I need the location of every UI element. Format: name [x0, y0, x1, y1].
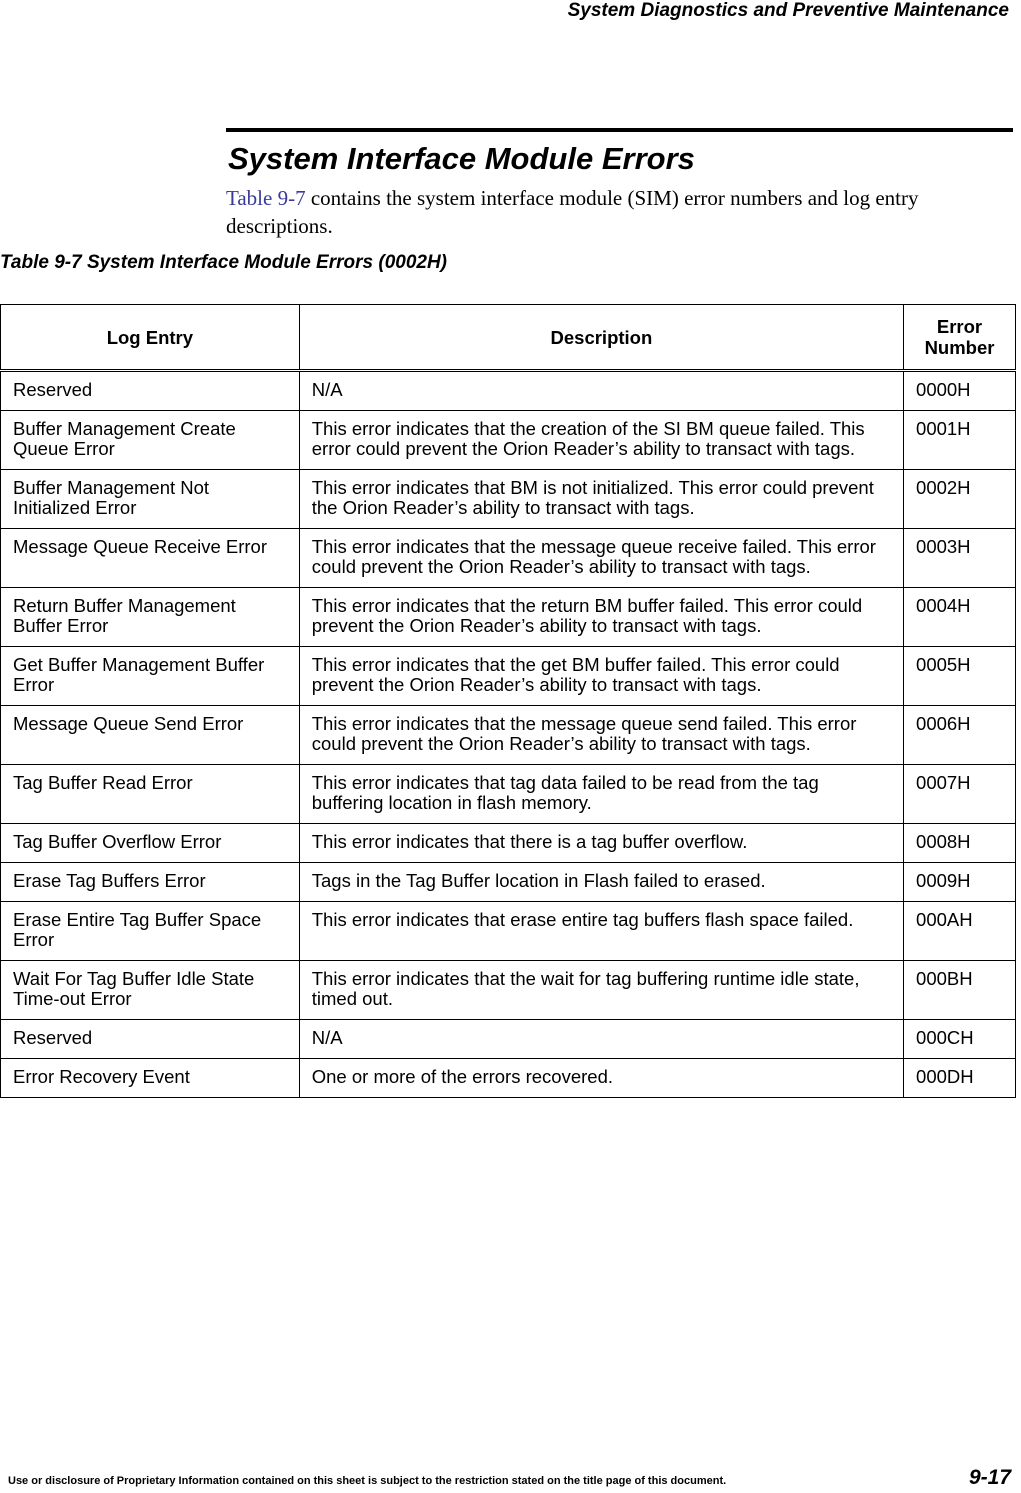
log-entry-cell: Reserved — [1, 1020, 300, 1059]
table-row — [1, 824, 1016, 863]
error-number-cell: 0002H — [904, 470, 1016, 529]
table-header-row — [1, 305, 1016, 371]
header-description: Description — [299, 305, 903, 371]
log-entry-cell: Message Queue Send Error — [1, 706, 300, 765]
section-title: System Interface Module Errors — [228, 141, 695, 176]
error-number-cell: 000AH — [904, 902, 1016, 961]
description-cell: This error indicates that there is a tag buffer overflow. — [299, 824, 903, 863]
description-cell: This error indicates that the wait for tag buffering runtime idle state, timed out. — [299, 961, 903, 1020]
error-number-cell: 0007H — [904, 765, 1016, 824]
log-entry-cell: Error Recovery Event — [1, 1059, 300, 1098]
table-row — [1, 647, 1016, 706]
table-row — [1, 961, 1016, 1020]
log-entry-cell: Buffer Management Create Queue Error — [1, 411, 300, 470]
description-cell: This error indicates that BM is not initialized. This error could prevent the Orion Reader’s ability to transact with tags. — [299, 470, 903, 529]
table-row — [1, 863, 1016, 902]
description-cell: N/A — [299, 371, 903, 411]
description-cell: This error indicates that erase entire tag buffers flash space failed. — [299, 902, 903, 961]
log-entry-cell: Tag Buffer Overflow Error — [1, 824, 300, 863]
description-cell: This error indicates that the get BM buffer failed. This error could prevent the Orion Reader’s ability to transact with tags. — [299, 647, 903, 706]
table-row — [1, 470, 1016, 529]
intro-paragraph — [226, 184, 1006, 240]
table-row — [1, 765, 1016, 824]
sim-errors-table — [0, 304, 1016, 1098]
log-entry-cell: Buffer Management Not Initialized Error — [1, 470, 300, 529]
description-cell: This error indicates that the message queue receive failed. This error could prevent the Orion Reader’s ability to transact with tags. — [299, 529, 903, 588]
description-cell: N/A — [299, 1020, 903, 1059]
error-number-cell: 000CH — [904, 1020, 1016, 1059]
section-rule — [226, 128, 1013, 132]
footer-notice: Use or disclosure of Proprietary Information contained on this sheet is subject to the restriction stated on the title page of this document. — [8, 1475, 727, 1487]
table-cross-reference-link[interactable]: Table 9-7 — [226, 186, 306, 210]
header-log-entry: Log Entry — [1, 305, 300, 371]
log-entry-cell: Message Queue Receive Error — [1, 529, 300, 588]
table-row — [1, 706, 1016, 765]
description-cell: This error indicates that the creation of the SI BM queue failed. This error could prevent the Orion Reader’s ability to transact with tags. — [299, 411, 903, 470]
description-cell: This error indicates that the return BM buffer failed. This error could prevent the Orion Reader’s ability to transact with tags. — [299, 588, 903, 647]
log-entry-cell: Return Buffer Management Buffer Error — [1, 588, 300, 647]
table-row — [1, 1020, 1016, 1059]
table-row — [1, 411, 1016, 470]
error-number-cell: 000DH — [904, 1059, 1016, 1098]
error-number-cell: 0004H — [904, 588, 1016, 647]
description-cell: Tags in the Tag Buffer location in Flash failed to erased. — [299, 863, 903, 902]
log-entry-cell: Wait For Tag Buffer Idle State Time-out Error — [1, 961, 300, 1020]
table-row — [1, 1059, 1016, 1098]
running-header: System Diagnostics and Preventive Maintenance — [567, 0, 1009, 21]
error-number-cell: 0005H — [904, 647, 1016, 706]
header-error-number-line1: Error — [936, 316, 983, 337]
log-entry-cell: Get Buffer Management Buffer Error — [1, 647, 300, 706]
table-row — [1, 902, 1016, 961]
error-number-cell: 000BH — [904, 961, 1016, 1020]
header-error-number-line2: Number — [924, 337, 995, 358]
description-cell: This error indicates that the message queue send failed. This error could prevent the Orion Reader’s ability to transact with tags. — [299, 706, 903, 765]
log-entry-cell: Tag Buffer Read Error — [1, 765, 300, 824]
log-entry-cell: Erase Entire Tag Buffer Space Error — [1, 902, 300, 961]
table-body — [1, 371, 1016, 1098]
table-row — [1, 371, 1016, 411]
error-number-cell: 0006H — [904, 706, 1016, 765]
table-row — [1, 588, 1016, 647]
log-entry-cell: Reserved — [1, 371, 300, 411]
table-caption: Table 9-7 System Interface Module Errors (0002H) — [0, 252, 448, 273]
error-number-cell: 0003H — [904, 529, 1016, 588]
error-number-cell: 0008H — [904, 824, 1016, 863]
header-error-number — [904, 305, 1016, 371]
intro-text: contains the system interface module (SIM) error numbers and log entry descriptions. — [226, 186, 919, 238]
error-number-cell: 0001H — [904, 411, 1016, 470]
page-number: 9-17 — [968, 1466, 1011, 1489]
error-number-cell: 0009H — [904, 863, 1016, 902]
table-row — [1, 529, 1016, 588]
error-number-cell: 0000H — [904, 371, 1016, 411]
description-cell: This error indicates that tag data failed to be read from the tag buffering location in flash memory. — [299, 765, 903, 824]
log-entry-cell: Erase Tag Buffers Error — [1, 863, 300, 902]
description-cell: One or more of the errors recovered. — [299, 1059, 903, 1098]
